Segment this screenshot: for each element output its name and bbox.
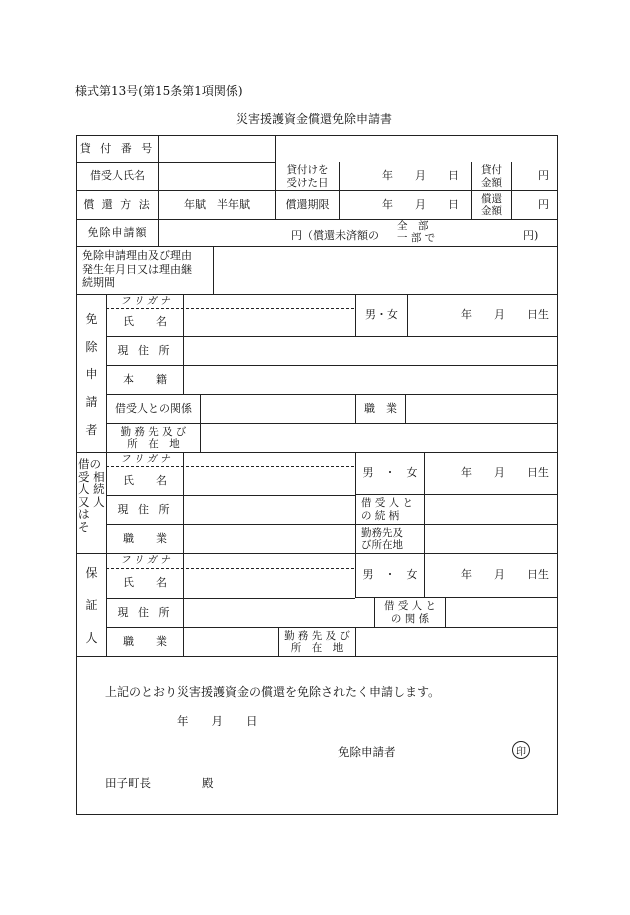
applicant-occupation-field[interactable] — [406, 395, 557, 423]
guarantor-address-field[interactable] — [184, 599, 374, 627]
applicant-workplace-field[interactable] — [201, 424, 557, 452]
heir-name-field[interactable] — [184, 467, 355, 495]
heir-group-label — [78, 458, 106, 533]
heir-workplace-field[interactable] — [425, 525, 557, 553]
exemption-amount-field[interactable] — [159, 220, 557, 246]
loan-date-field[interactable]: 年 月 日 — [382, 169, 459, 183]
repaid-amount-label-line1: 償還 — [481, 192, 502, 205]
applicant-group-char: 請 — [85, 395, 98, 410]
guarantor-birth-date[interactable]: 年 月 日生 — [461, 568, 549, 582]
repayment-deadline-label: 償還期限 — [285, 197, 330, 211]
applicant-relation-field[interactable] — [201, 395, 355, 423]
heir-workplace-label-line1: 勤務先及 — [361, 526, 403, 539]
reason-label-line1: 免除申請理由及び理由 — [82, 249, 192, 262]
heir-group-line: そ — [78, 519, 90, 534]
applicant-group-char: 免 — [85, 312, 98, 327]
repayment-method-options[interactable]: 年賦 半年賦 — [184, 197, 250, 211]
heir-relation-label-line1: 借 受 人 と — [361, 497, 414, 510]
loan-amount-field[interactable]: 円 — [538, 169, 549, 183]
heir-workplace-label — [356, 525, 424, 553]
form-title: 災害援護資金償還免除申請書 — [236, 112, 393, 126]
repaid-amount-label-line2: 金額 — [481, 205, 502, 217]
heir-relation-label — [356, 495, 424, 524]
guarantor-group-char: 証 — [85, 598, 98, 613]
applicant-group-char: 申 — [85, 367, 98, 382]
heir-group-line: 受 相 — [78, 469, 105, 484]
applicant-birth-date[interactable]: 年 月 日生 — [461, 308, 549, 322]
repayment-deadline-field[interactable]: 年 月 日 — [382, 197, 459, 211]
borrower-name-field[interactable] — [159, 163, 275, 190]
loan-number-field[interactable] — [159, 136, 275, 162]
applicant-name-field[interactable] — [184, 309, 355, 336]
heir-address-label: 現 住 所 — [117, 502, 173, 516]
seal-mark — [512, 741, 530, 759]
loan-date-label-line1: 貸付けを — [286, 164, 329, 177]
all-option: 全 部 — [397, 220, 429, 232]
applicant-workplace-label-line1: 勤 務 先 及 び — [120, 425, 187, 438]
form-number: 様式第13号(第15条第1項関係) — [75, 84, 243, 98]
applicant-furigana-field[interactable] — [184, 295, 355, 308]
guarantor-relation-label — [375, 598, 445, 627]
heir-group-line: は — [78, 507, 90, 521]
heir-group-line: 又 人 — [78, 494, 105, 509]
guarantor-furigana-field[interactable] — [184, 554, 355, 568]
guarantor-address-label: 現 住 所 — [117, 605, 173, 619]
applicant-address-field[interactable] — [184, 337, 557, 365]
guarantor-group-char: 保 — [85, 565, 98, 580]
declaration-date[interactable]: 年 月 日 — [177, 714, 258, 728]
repayment-method-label: 償 還 方 法 — [83, 197, 152, 211]
loan-number-label: 貸 付 番 号 — [79, 141, 156, 155]
reason-label-line2: 発生年月日又は理由継 — [82, 262, 192, 276]
applicant-furigana-label: フ リ ガ ナ — [120, 295, 170, 307]
loan-date-label-line2: 受けた日 — [286, 176, 329, 189]
applicant-group-label — [77, 305, 106, 443]
applicant-signature-label: 免除申請者 — [338, 745, 396, 759]
guarantor-workplace-label — [279, 628, 355, 656]
applicant-address-label: 現 住 所 — [117, 343, 173, 357]
guarantor-name-label: 氏 名 — [123, 576, 167, 590]
borrower-name-label: 借受人氏名 — [90, 169, 145, 183]
heir-furigana-field[interactable] — [184, 453, 355, 466]
heir-occupation-label: 職 業 — [123, 531, 167, 545]
heir-address-field[interactable] — [184, 496, 355, 524]
applicant-workplace-label — [107, 424, 200, 452]
heir-group-line: 人 続 — [78, 482, 105, 496]
reason-label-line3: 続期間 — [82, 276, 115, 289]
heir-workplace-label-line2: び所在地 — [361, 539, 403, 551]
heir-occupation-field[interactable] — [184, 525, 355, 553]
loan-amount-label — [472, 163, 511, 190]
guarantor-group-label — [77, 556, 106, 654]
applicant-domicile-field[interactable] — [184, 366, 557, 394]
guarantor-sex-select[interactable]: 男 ・ 女 — [362, 568, 418, 582]
guarantor-workplace-label-line1: 勤 務 先 及 び — [284, 629, 350, 642]
guarantor-relation-label-line2: の 関 係 — [390, 612, 430, 625]
applicant-relation-label: 借受人との関係 — [115, 401, 192, 415]
applicant-group-char: 者 — [85, 422, 98, 437]
loan-amount-label-line2: 金額 — [481, 176, 502, 189]
reason-label — [82, 249, 192, 290]
applicant-name-label: 氏 名 — [123, 315, 167, 329]
loan-amount-label-line1: 貸付 — [481, 164, 502, 177]
applicant-sex-select[interactable]: 男・女 — [365, 308, 398, 322]
addressee: 田子町長 — [105, 776, 151, 790]
heir-furigana-label: フ リ ガ ナ — [120, 453, 170, 465]
repaid-amount-field[interactable]: 円 — [538, 197, 549, 211]
applicant-domicile-label: 本 籍 — [123, 372, 167, 386]
guarantor-name-field[interactable] — [184, 569, 355, 598]
guarantor-furigana-label: フ リ ガ ナ — [120, 555, 170, 567]
repaid-amount-label — [472, 191, 511, 219]
guarantor-workplace-label-line2: 所 在 地 — [290, 642, 344, 654]
part-option: 一 部 で — [397, 232, 436, 244]
applicant-signature-field[interactable] — [405, 740, 505, 760]
heir-relation-label-line2: の 続 柄 — [361, 509, 400, 522]
guarantor-group-char: 人 — [85, 631, 98, 646]
guarantor-workplace-field[interactable] — [356, 628, 557, 656]
exemption-amount-close: 円) — [523, 229, 539, 242]
guarantor-relation-field[interactable] — [446, 598, 557, 627]
guarantor-occupation-label: 職 業 — [123, 634, 167, 648]
heir-sex-select[interactable]: 男 ・ 女 — [362, 466, 418, 480]
exemption-amount-text: 円（償還未済額の — [291, 229, 379, 242]
reason-field[interactable] — [214, 247, 557, 294]
exemption-amount-label: 免除申請額 — [87, 225, 148, 239]
heir-birth-date[interactable]: 年 月 日生 — [461, 466, 549, 480]
loan-date-label — [276, 163, 339, 190]
heir-relation-field[interactable] — [425, 495, 557, 524]
heir-name-label: 氏 名 — [123, 473, 167, 487]
applicant-group-char: 除 — [85, 339, 98, 354]
applicant-occupation-label: 職 業 — [364, 401, 397, 415]
honorific: 殿 — [202, 776, 214, 790]
guarantor-relation-label-line1: 借 受 人 と — [383, 600, 436, 613]
seal-icon: 印 — [516, 746, 526, 758]
applicant-workplace-label-line2: 所 在 地 — [127, 438, 180, 450]
guarantor-occupation-field[interactable] — [184, 628, 278, 656]
heir-group-line: 借の — [78, 457, 101, 471]
all-part-selector[interactable] — [397, 220, 435, 244]
declaration-statement: 上記のとおり災害援護資金の償還を免除されたく申請します。 — [105, 685, 441, 699]
